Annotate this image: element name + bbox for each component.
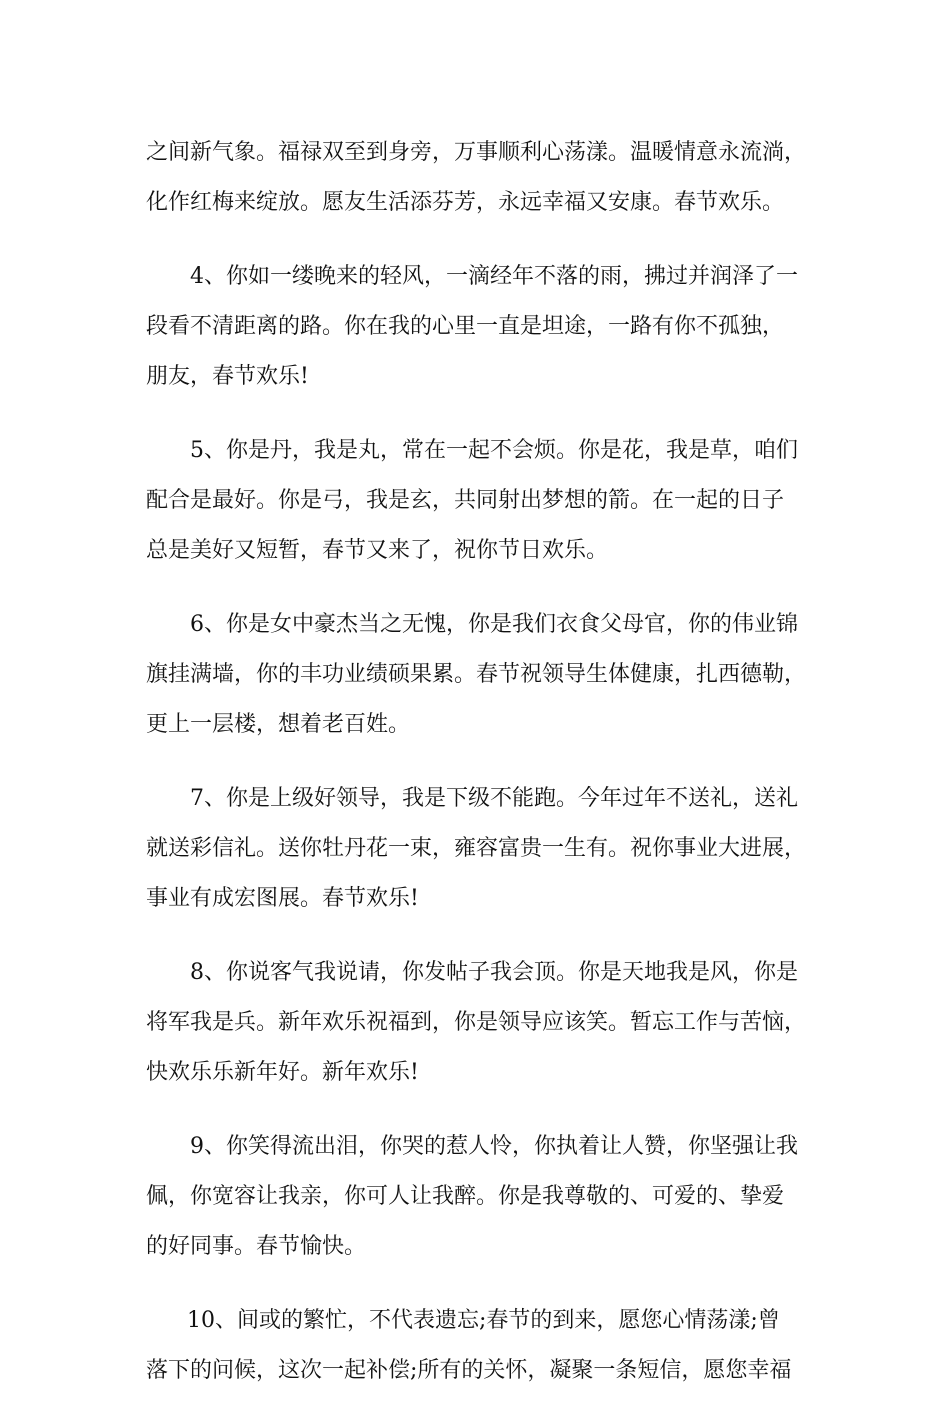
text-line: 将军我是兵。新年欢乐祝福到，你是领导应该笑。暂忘工作与苦恼，: [146, 1010, 807, 1035]
text-line: 10、间或的繁忙，不代表遗忘;春节的到来，愿您心情荡漾;曾: [187, 1308, 780, 1333]
text-line: 佩，你宽容让我亲，你可人让我醉。你是我尊敬的、可爱的、挚爱: [146, 1184, 785, 1209]
text-line: 总是美好又短暂，春节又来了，祝你节日欢乐。: [146, 538, 609, 563]
text-line: 的好同事。春节愉快。: [146, 1234, 367, 1259]
text-line: 旗挂满墙，你的丰功业绩硕果累。春节祝领导生体健康，扎西德勒，: [146, 662, 807, 687]
text-line: 落下的问候，这次一起补偿;所有的关怀，凝聚一条短信，愿您幸福: [146, 1358, 792, 1383]
text-line: 4、你如一缕晚来的轻风，一滴经年不落的雨，拂过并润泽了一: [190, 264, 798, 289]
text-line: 化作红梅来绽放。愿友生活添芬芳，永远幸福又安康。春节欢乐。: [146, 190, 785, 215]
paragraph-continuation: [146, 128, 806, 228]
paragraph-item-10: [146, 1296, 806, 1396]
text-line: 5、你是丹，我是丸，常在一起不会烦。你是花，我是草，咱们: [190, 438, 798, 463]
paragraph-item-6: [146, 600, 806, 750]
document-body: [146, 128, 806, 1420]
paragraph-item-5: [146, 426, 806, 576]
text-line: 9、你笑得流出泪，你哭的惹人怜，你执着让人赞，你坚强让我: [190, 1134, 798, 1159]
text-line: 更上一层楼，想着老百姓。: [146, 712, 411, 737]
text-line: 之间新气象。福禄双至到身旁，万事顺利心荡漾。温暖情意永流淌，: [146, 140, 807, 165]
paragraph-item-4: [146, 252, 806, 402]
text-line: 朋友，春节欢乐!: [146, 364, 309, 389]
paragraph-item-7: [146, 774, 806, 924]
text-line: 7、你是上级好领导，我是下级不能跑。今年过年不送礼，送礼: [190, 786, 798, 811]
text-line: 快欢乐乐新年好。新年欢乐!: [146, 1060, 419, 1085]
text-line: 事业有成宏图展。春节欢乐!: [146, 886, 419, 911]
text-line: 6、你是女中豪杰当之无愧，你是我们衣食父母官，你的伟业锦: [190, 612, 798, 637]
text-line: 配合是最好。你是弓，我是玄，共同射出梦想的箭。在一起的日子: [146, 488, 785, 513]
text-line: 就送彩信礼。送你牡丹花一束，雍容富贵一生有。祝你事业大进展，: [146, 836, 807, 861]
text-line: 8、你说客气我说请，你发帖子我会顶。你是天地我是风，你是: [190, 960, 798, 985]
paragraph-item-8: [146, 948, 806, 1098]
paragraph-item-9: [146, 1122, 806, 1272]
text-line: 段看不清距离的路。你在我的心里一直是坦途，一路有你不孤独，: [146, 314, 785, 339]
